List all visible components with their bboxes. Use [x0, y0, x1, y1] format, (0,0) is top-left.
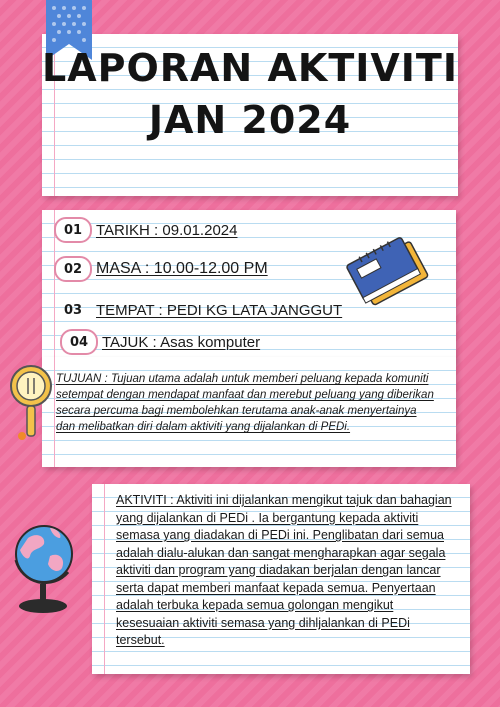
page-title-line-2: JAN 2024 [148, 98, 352, 142]
tujuan-paragraph: TUJUAN : Tujuan utama adalah untuk memberi peluang kepada komuniti setempat dengan mendapat manfaat dan merebut peluang yang diberikan secara percuma bagi membolehkan terutama anak-anak menyertainya dan melibatkan diri dalam aktiviti yang dijalankan di PEDi. [56, 373, 434, 433]
page-title-line-1: LAPORAN AKTIVITI [41, 46, 458, 90]
tempat-text: TEMPAT : PEDI KG LATA JANGGUT [96, 301, 343, 319]
number-badge: 02 [54, 256, 92, 282]
number-badge: 04 [60, 329, 98, 355]
tajuk-text: TAJUK : Asas komputer [102, 333, 261, 351]
number-badge: 03 [63, 302, 83, 318]
info-row-tajuk [60, 329, 260, 355]
info-row-masa [54, 256, 268, 282]
info-row-tempat [54, 297, 342, 323]
tarikh-text: TARIKH : 09.01.2024 [96, 221, 238, 239]
number-badge: 01 [54, 217, 92, 243]
aktiviti-paragraph: AKTIVITI : Aktiviti ini dijalankan mengikut tajuk dan bahagian yang dijalankan di PEDi . Ia bergantung kepada aktiviti semasa yang diadakan di PEDi ini. Penglibatan dari semua adalah dialu-alukan dan sangat mengharapkan agar segala aktiviti dan program yang diadakan berjalan dengan lancar serta dapat memberi manfaat kepada semua. Penyertaan adalah terbuka kepada semua golongan mengikut kesesuaian aktiviti semasa yang dihljalankan di PEDi tersebut. [116, 493, 452, 647]
magnifier-icon [6, 362, 56, 448]
masa-text: MASA : 10.00-12.00 PM [96, 260, 268, 277]
globe-icon [6, 510, 80, 618]
books-icon [340, 232, 440, 312]
info-row-tarikh [54, 217, 237, 243]
